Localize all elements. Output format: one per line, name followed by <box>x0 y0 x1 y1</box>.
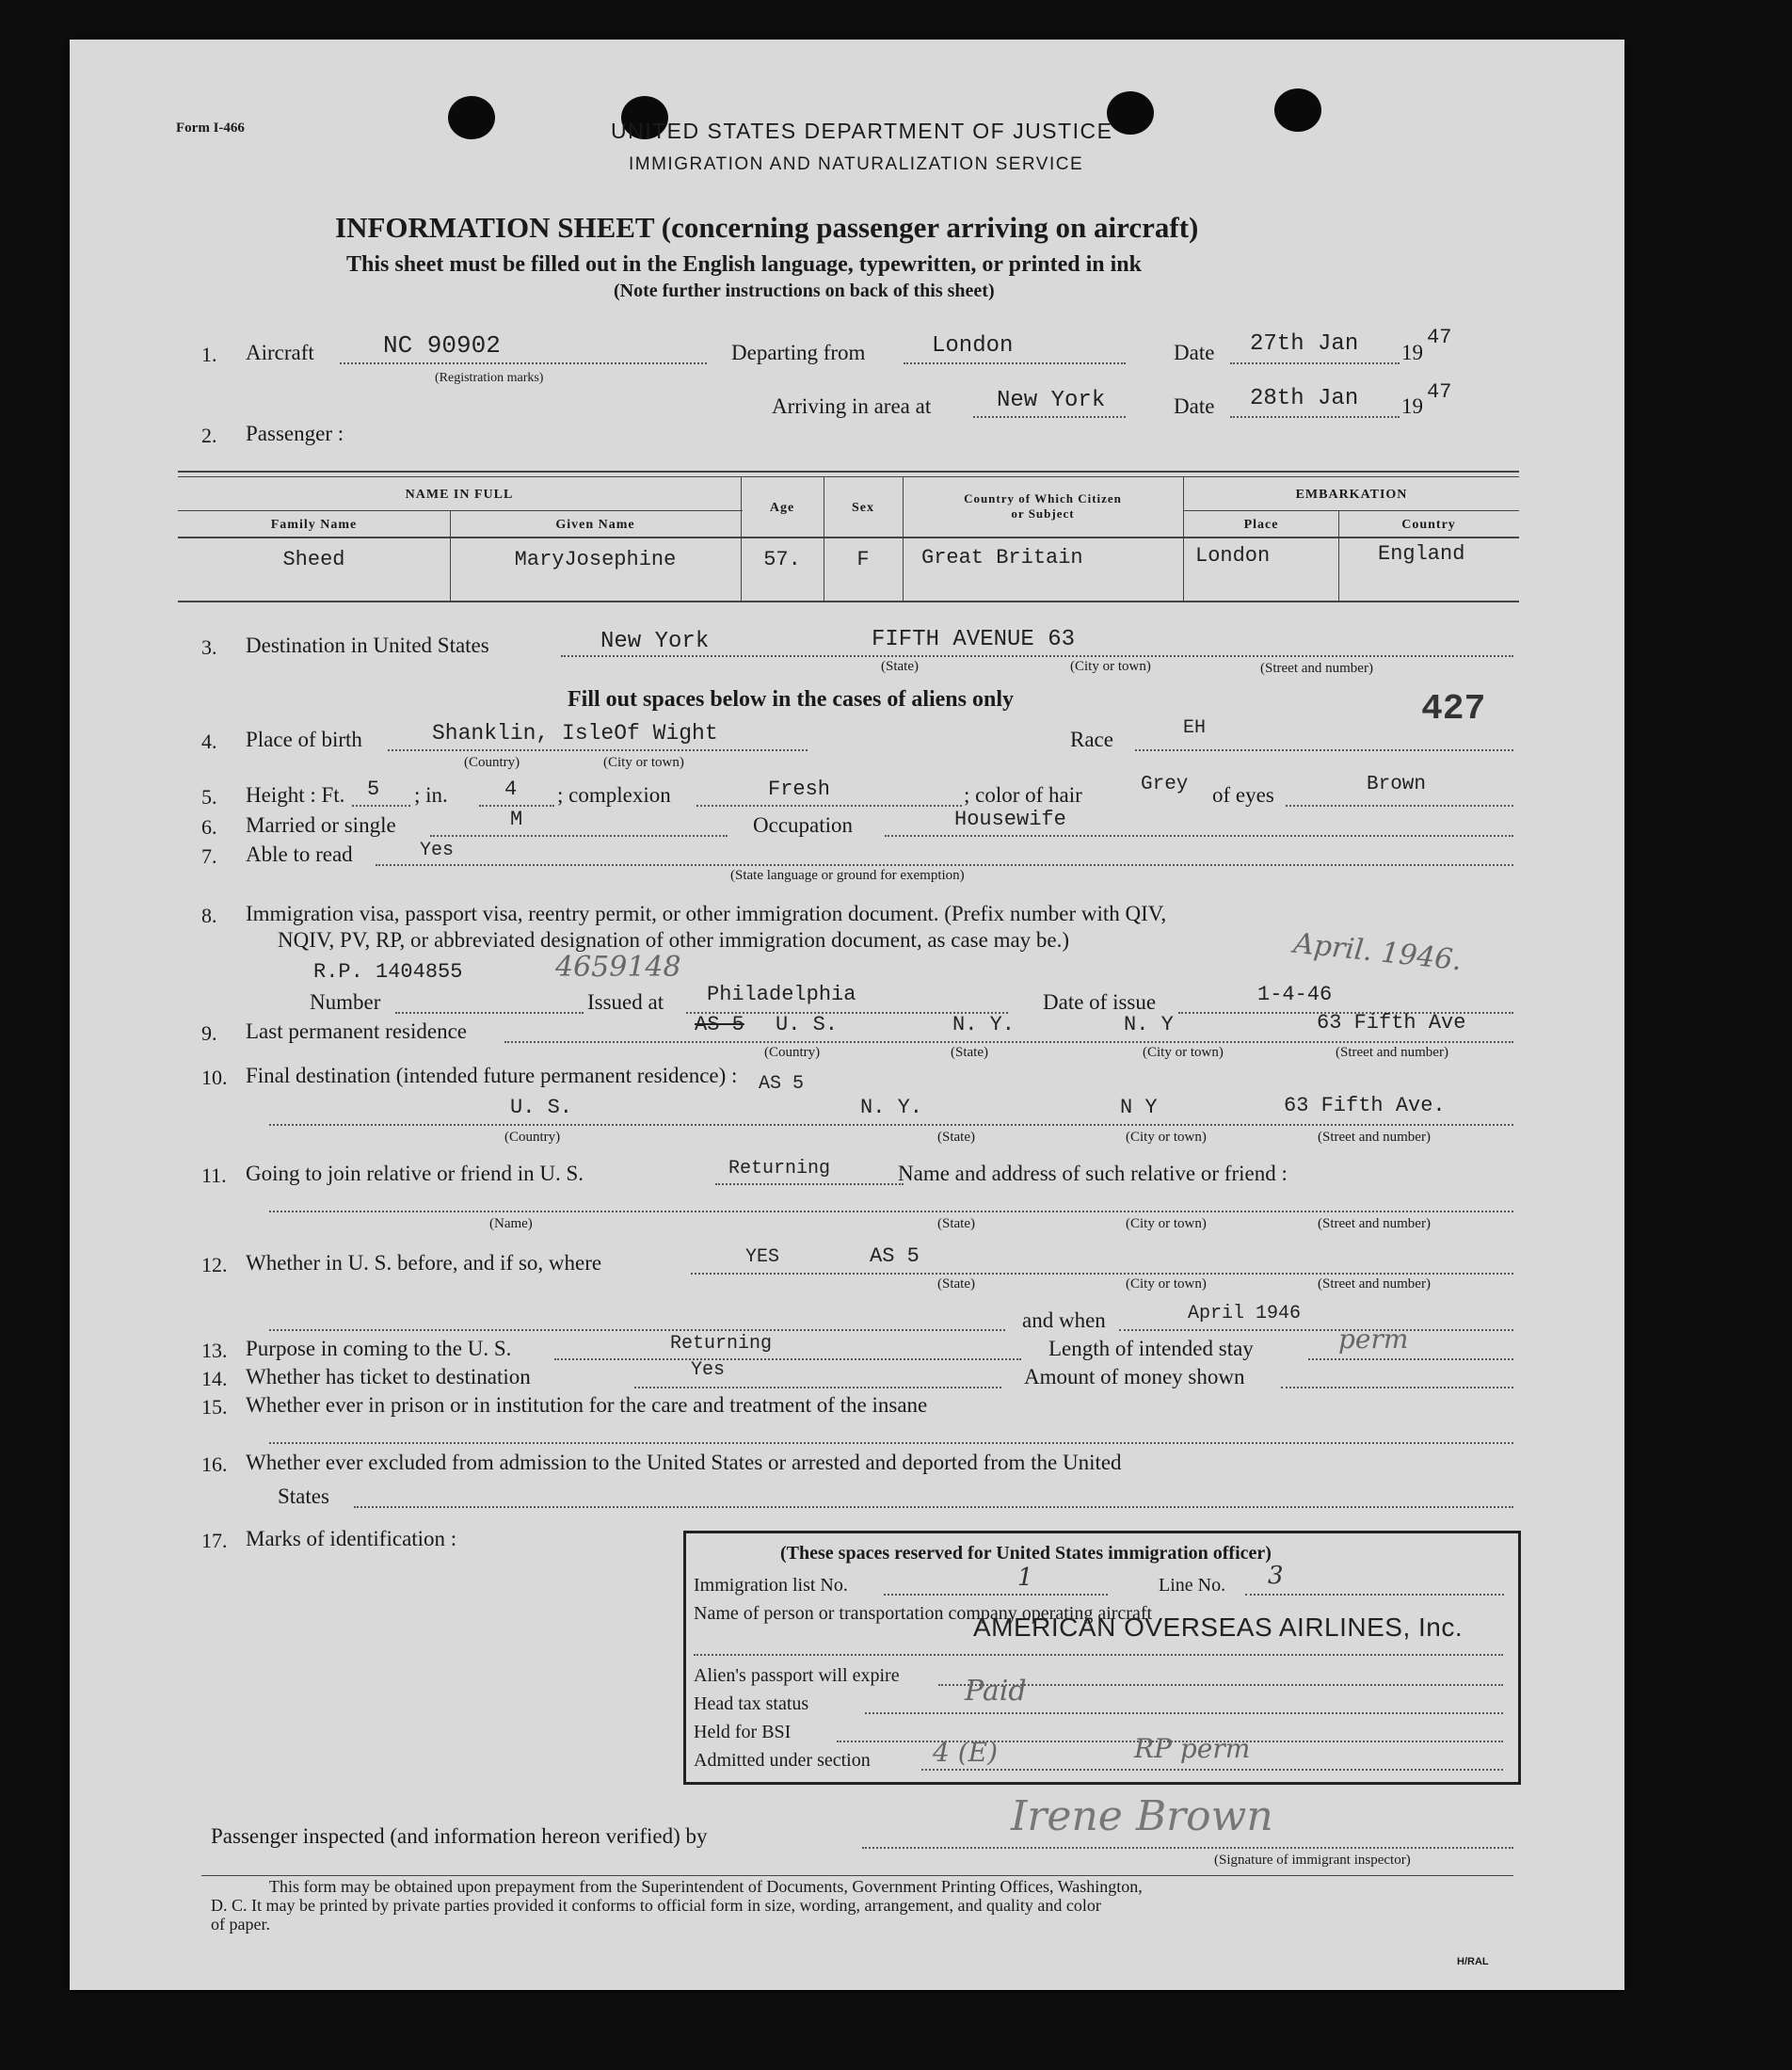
family-name-value: Sheed <box>282 548 345 571</box>
join-relative-value: Returning <box>728 1158 831 1179</box>
table-rule <box>178 537 1519 538</box>
sublabel-city: (City or town) <box>1143 1045 1224 1060</box>
item-number: 4. <box>201 730 217 753</box>
list-number-value: 1 <box>1017 1564 1033 1592</box>
footer-line3: of paper. <box>211 1915 270 1934</box>
struck-value: AS 5 <box>695 1013 744 1036</box>
head-tax-value: Paid <box>965 1675 1027 1708</box>
line-number-label: Line No. <box>1159 1575 1226 1596</box>
sublabel-country: (Country) <box>504 1130 561 1145</box>
arriving-value: New York <box>997 388 1106 413</box>
form-id: Form I-466 <box>176 120 245 136</box>
date-field-line <box>1230 416 1400 418</box>
item-number: 11. <box>201 1163 227 1187</box>
previous-visit-label: Whether in U. S. before, and if so, where <box>246 1251 602 1275</box>
document-label-line2: NQIV, PV, RP, or abbreviated designation of other immigration document, as case may be.) <box>278 928 1070 952</box>
list-number-field-line <box>884 1594 1108 1596</box>
signature-field-line <box>862 1847 1513 1849</box>
issue-date-value: 1-4-46 <box>1257 983 1333 1006</box>
citizen-header-line2: or Subject <box>1011 506 1075 521</box>
sublabel-city: (City or town) <box>1126 1130 1207 1145</box>
footer-line1: This form may be obtained upon prepayment from the Superintendent of Documents, Government Printing Offices, Washington, <box>269 1877 1143 1896</box>
date-field-line <box>1230 362 1400 364</box>
item-number: 3. <box>201 635 217 659</box>
punch-hole <box>448 96 495 139</box>
last-country-value: U. S. <box>776 1013 839 1036</box>
previous-visit-line2 <box>269 1329 1005 1331</box>
purpose-value: Returning <box>670 1333 773 1355</box>
item-number: 12. <box>201 1253 228 1276</box>
sublabel-state: (State) <box>937 1276 975 1292</box>
complexion-field-line <box>696 805 962 807</box>
sublabel-country: (Country) <box>764 1045 821 1060</box>
arrive-year-value: 47 <box>1427 380 1452 404</box>
citizen-value: Great Britain <box>921 546 1083 570</box>
carrier-field-line <box>694 1654 1503 1656</box>
stay-value: perm <box>1338 1324 1409 1355</box>
birthplace-label: Place of birth <box>246 728 362 751</box>
arrive-date-value: 28th Jan <box>1250 386 1359 411</box>
sublabel-state: (State) <box>881 659 919 674</box>
inches-value: 4 <box>504 778 518 801</box>
department-title: UNITED STATES DEPARTMENT OF JUSTICE <box>611 119 1113 143</box>
inspector-signature: Irene Brown <box>1011 1792 1273 1840</box>
money-field-line <box>1281 1387 1513 1388</box>
sublabel-name: (Name) <box>489 1216 533 1231</box>
complexion-value: Fresh <box>768 778 831 801</box>
aircraft-label: Aircraft <box>246 341 314 364</box>
item-number: 2. <box>201 424 217 447</box>
year-prefix: 19 <box>1401 341 1423 364</box>
admitted-section-label: Admitted under section <box>694 1750 871 1771</box>
given-name-value: MaryJosephine <box>514 548 677 571</box>
previous-visit-value2: AS 5 <box>870 1244 920 1268</box>
read-label: Able to read <box>246 842 353 866</box>
sublabel-street: (Street and number) <box>1260 661 1373 676</box>
item-number: 6. <box>201 815 217 839</box>
handwritten-date: April. 1946. <box>1291 926 1464 978</box>
feet-value: 5 <box>367 778 380 801</box>
destination-street-value: FIFTH AVENUE 63 <box>872 627 1076 652</box>
feet-field-line <box>352 805 410 807</box>
issue-date-label: Date of issue <box>1043 990 1157 1014</box>
final-destination-label: Final destination (intended future permanent residence) : <box>246 1064 738 1087</box>
punch-hole <box>1107 91 1154 135</box>
bsi-label: Held for BSI <box>694 1722 792 1742</box>
sex-header: Sex <box>852 501 874 515</box>
destination-field-line <box>561 655 1513 657</box>
previous-visit-field-line <box>691 1273 1513 1275</box>
officer-box <box>683 1531 1521 1785</box>
age-header: Age <box>769 501 795 515</box>
number-field-line <box>395 1012 584 1014</box>
purpose-field-line <box>554 1358 1021 1360</box>
eyes-field-line <box>1286 805 1513 807</box>
final-city-value: N Y <box>1120 1096 1158 1119</box>
departing-value: London <box>932 333 1014 359</box>
item-number: 5. <box>201 785 217 809</box>
eyes-label: of eyes <box>1212 783 1274 807</box>
instruction-line: This sheet must be filled out in the English language, typewritten, or printed in ink <box>346 252 1142 277</box>
depart-date-value: 27th Jan <box>1250 331 1359 357</box>
table-rule <box>178 476 1519 477</box>
printer-code: H/RAL <box>1457 1956 1489 1967</box>
place-header: Place <box>1243 518 1279 532</box>
excluded-label-line2: States <box>278 1484 329 1508</box>
aliens-heading: Fill out spaces below in the cases of aliens only <box>568 687 1015 712</box>
aircraft-value: NC 90902 <box>383 331 501 360</box>
line-number-value: 3 <box>1268 1562 1284 1590</box>
excluded-field-line <box>354 1506 1513 1508</box>
item-number: 15. <box>201 1395 228 1419</box>
inches-label: ; in. <box>414 783 448 807</box>
occupation-field-line <box>885 835 1513 837</box>
prison-label: Whether ever in prison or in institution for the care and treatment of the insane <box>246 1393 928 1417</box>
table-rule <box>178 601 1519 602</box>
sublabel-city: (City or town) <box>1126 1216 1207 1231</box>
occupation-label: Occupation <box>753 813 854 837</box>
citizen-header: Country of Which Citizen <box>964 491 1122 505</box>
admitted-section-value: 4 (E) <box>933 1737 999 1768</box>
embarkation-header: EMBARKATION <box>1295 488 1408 502</box>
age-value: 57. <box>763 548 801 571</box>
admitted-section-field-line <box>921 1769 1503 1771</box>
departing-field-line <box>904 362 1126 364</box>
relative-address-field-line <box>269 1211 1513 1212</box>
depart-year-value: 47 <box>1427 326 1452 349</box>
document-label: Immigration visa, passport visa, reentry permit, or other immigration document. (Prefix number with QIV, <box>246 902 1167 925</box>
excluded-label: Whether ever excluded from admission to the United States or arrested and deported from the United <box>246 1451 1122 1474</box>
married-label: Married or single <box>246 813 396 837</box>
service-title: IMMIGRATION AND NATURALIZATION SERVICE <box>629 154 1084 174</box>
family-name-header: Family Name <box>270 518 358 532</box>
admitted-section-note: RP perm <box>1134 1733 1251 1764</box>
form-sheet <box>70 40 1624 1990</box>
table-rule <box>178 510 743 511</box>
last-residence-field-line <box>504 1041 1513 1043</box>
aircraft-field-line <box>340 362 707 364</box>
birthplace-value: Shanklin, IsleOf Wight <box>432 721 718 746</box>
head-tax-field-line <box>865 1712 1503 1714</box>
registration-sublabel: (Registration marks) <box>435 371 544 385</box>
stay-label: Length of intended stay <box>1048 1337 1254 1360</box>
purpose-label: Purpose in coming to the U. S. <box>246 1337 512 1360</box>
embark-place-value: London <box>1195 544 1271 568</box>
final-destination-field-line <box>269 1124 1513 1126</box>
relative-name-label: Name and address of such relative or friend : <box>898 1162 1288 1185</box>
arriving-field-line <box>973 416 1126 418</box>
final-destination-note: AS 5 <box>759 1073 805 1095</box>
item-number: 1. <box>201 343 217 366</box>
signature-sublabel: (Signature of immigrant inspector) <box>1214 1853 1411 1868</box>
final-state-value: N. Y. <box>860 1096 923 1119</box>
line-number-field-line <box>1245 1594 1504 1596</box>
stay-field-line <box>1308 1358 1513 1360</box>
read-value: Yes <box>420 840 455 861</box>
sublabel-street: (Street and number) <box>1318 1130 1431 1145</box>
date-label: Date <box>1174 394 1215 418</box>
destination-state-value: New York <box>600 629 710 654</box>
punch-hole <box>1274 88 1321 132</box>
embark-country-value: England <box>1378 542 1465 566</box>
sex-value: F <box>856 548 870 571</box>
item-number: 16. <box>201 1452 228 1476</box>
footer-line2: D. C. It may be printed by private parties provided it conforms to official form in size, wording, arrangement, and quality and color <box>211 1896 1101 1915</box>
final-street-value: 63 Fifth Ave. <box>1284 1094 1446 1117</box>
item-number: 10. <box>201 1066 228 1089</box>
when-label: and when <box>1022 1308 1106 1332</box>
join-relative-label: Going to join relative or friend in U. S. <box>246 1162 584 1185</box>
join-relative-field-line <box>715 1183 904 1185</box>
when-value: April 1946 <box>1188 1303 1302 1324</box>
passport-expire-label: Alien's passport will expire <box>694 1665 900 1686</box>
table-rule <box>178 471 1519 473</box>
when-field-line <box>1119 1329 1513 1331</box>
read-sublabel: (State language or ground for exemption) <box>730 868 965 883</box>
ticket-value: Yes <box>691 1359 726 1381</box>
carrier-stamp: AMERICAN OVERSEAS AIRLINES, Inc. <box>973 1613 1464 1642</box>
passenger-label: Passenger : <box>246 422 344 445</box>
last-state-value: N. Y. <box>952 1013 1016 1036</box>
identification-marks-label: Marks of identification : <box>246 1527 457 1550</box>
name-in-full-header: NAME IN FULL <box>405 488 514 502</box>
hair-value: Grey <box>1141 774 1189 795</box>
prison-field-line <box>269 1442 1513 1444</box>
page-title: INFORMATION SHEET (concerning passenger arriving on aircraft) <box>335 211 1199 244</box>
occupation-value: Housewife <box>954 808 1066 831</box>
final-country-value: U. S. <box>510 1096 573 1119</box>
race-value: EH <box>1183 717 1207 739</box>
birthplace-field-line <box>388 749 808 751</box>
sublabel-state: (State) <box>951 1045 988 1060</box>
sublabel-state: (State) <box>937 1216 975 1231</box>
inches-field-line <box>479 805 554 807</box>
item-number: 8. <box>201 904 217 927</box>
read-field-line <box>376 864 1513 866</box>
sublabel-street: (Street and number) <box>1336 1045 1448 1060</box>
officer-box-title: (These spaces reserved for United States immigration officer) <box>780 1543 1272 1564</box>
rp-number-value: R.P. 1404855 <box>313 960 463 984</box>
married-field-line <box>430 835 728 837</box>
list-number-label: Immigration list No. <box>694 1575 848 1596</box>
table-rule <box>1184 510 1519 511</box>
note-line: (Note further instructions on back of this sheet) <box>614 281 995 301</box>
last-city-value: N. Y <box>1124 1013 1174 1036</box>
ticket-label: Whether has ticket to destination <box>246 1365 531 1388</box>
item-number: 14. <box>201 1367 228 1390</box>
complexion-label: ; complexion <box>557 783 671 807</box>
item-number: 17. <box>201 1529 228 1552</box>
date-label: Date <box>1174 341 1215 364</box>
issued-at-label: Issued at <box>587 990 664 1014</box>
departing-label: Departing from <box>731 341 866 364</box>
stamp-number: 427 <box>1421 689 1486 730</box>
item-number: 9. <box>201 1021 217 1045</box>
race-field-line <box>1135 749 1513 751</box>
sublabel-city: (City or town) <box>1070 659 1151 674</box>
sublabel-city: (City or town) <box>1126 1276 1207 1292</box>
number-label: Number <box>310 990 381 1014</box>
footer-rule <box>201 1875 1513 1876</box>
eyes-value: Brown <box>1367 774 1427 795</box>
ticket-field-line <box>634 1387 1001 1388</box>
race-label: Race <box>1070 728 1113 751</box>
table-divider <box>741 477 742 601</box>
carrier-label: Name of person or transportation company operating aircraft <box>694 1603 1153 1624</box>
sublabel-state: (State) <box>937 1130 975 1145</box>
item-number: 13. <box>201 1339 228 1362</box>
married-value: M <box>510 808 523 831</box>
year-prefix: 19 <box>1401 394 1423 418</box>
destination-label: Destination in United States <box>246 634 489 657</box>
last-residence-label: Last permanent residence <box>246 1019 467 1043</box>
sublabel-street: (Street and number) <box>1318 1216 1431 1231</box>
head-tax-label: Head tax status <box>694 1693 809 1714</box>
previous-visit-value: YES <box>745 1246 780 1268</box>
hair-label: ; color of hair <box>964 783 1082 807</box>
item-number: 7. <box>201 844 217 868</box>
sublabel-city: (City or town) <box>603 755 684 770</box>
handwritten-number: 4659148 <box>555 951 681 984</box>
last-street-value: 63 Fifth Ave <box>1317 1011 1466 1035</box>
given-name-header: Given Name <box>555 518 635 532</box>
issued-at-value: Philadelphia <box>707 983 856 1006</box>
country-header: Country <box>1401 518 1456 532</box>
sublabel-street: (Street and number) <box>1318 1276 1431 1292</box>
height-label: Height : Ft. <box>246 783 345 807</box>
inspected-by-label: Passenger inspected (and information hereon verified) by <box>211 1824 708 1848</box>
sublabel-country: (Country) <box>464 755 520 770</box>
money-label: Amount of money shown <box>1024 1365 1245 1388</box>
arriving-label: Arriving in area at <box>772 394 932 418</box>
